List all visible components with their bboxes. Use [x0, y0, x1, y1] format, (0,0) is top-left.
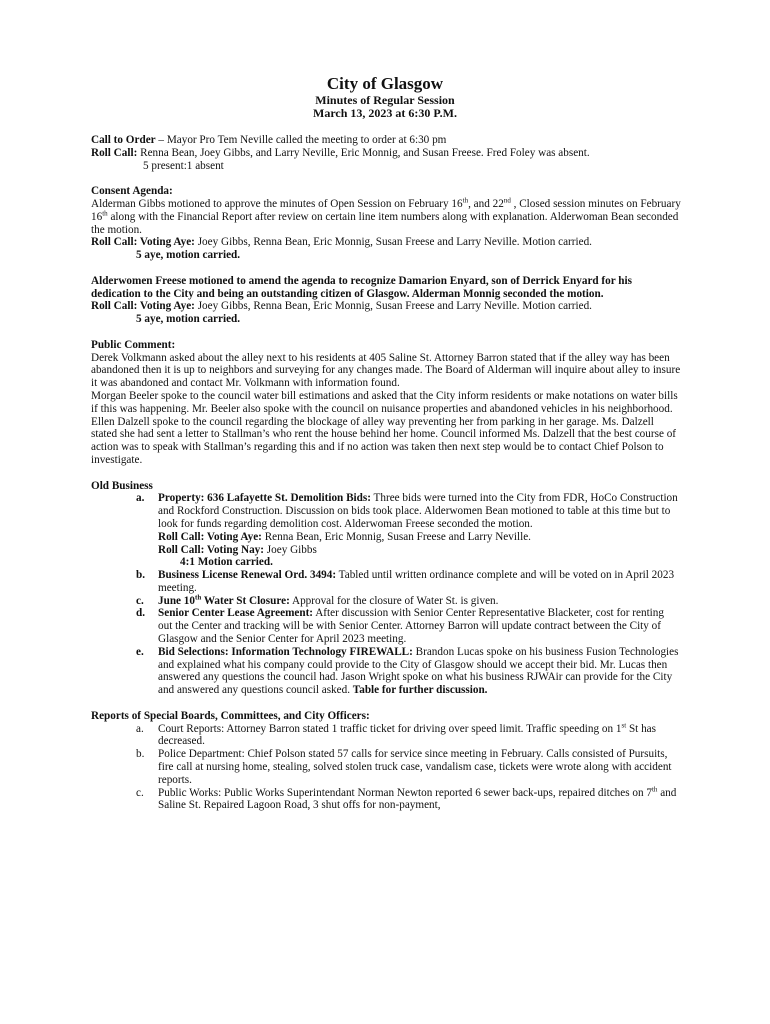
consent-result: 5 aye, motion carried.: [136, 249, 241, 262]
reports-list: [91, 720, 681, 813]
roll-call-tally: 5 present:1 absent: [143, 159, 224, 172]
amend-motion: Alderwomen Freese motioned to amend the agenda to recognize Damarion Enyard, son of Derrick Enyard for his dedication to the City and being an outstanding citizen of Glasgow. Alderman Monnig seconded the motion.: [91, 274, 632, 300]
consent-motion: Alderman Gibbs motioned to approve the minutes of Open Session on February 16th, and 22nd , Closed session minutes on February 16th along with the Financial Report after review on certain line item numbers along with explanation. Alderwoman Bean seconded the motion.: [91, 196, 681, 236]
roll-call-label: Roll Call:: [91, 146, 138, 159]
list-item: d. Senior Center Lease Agreement: After discussion with Senior Center Representative Blacketer, cost for renting out the Center and tracking will be with Senior Center. Attorney Barron will update contract between the City of Glasgow and the Senior Center for April 2023 meeting.: [136, 607, 664, 646]
public-comment-beeler: Morgan Beeler spoke to the council water bill estimations and asked that the City inform residents or make notations on water bills if this was happening. Mr. Beeler also spoke with the council on nuisance properties and abandoned vehicles in his neighborhood.: [91, 389, 678, 415]
old-business-heading: Old Business: [91, 479, 153, 492]
minutes-body: [91, 134, 681, 812]
call-to-order-text: – Mayor Pro Tem Neville called the meeting to order at 6:30 pm: [155, 134, 447, 146]
roll-call-text: Renna Bean, Joey Gibbs, and Larry Neville, Eric Monnig, and Susan Freese. Fred Foley was absent.: [137, 146, 590, 159]
list-item: c. June 10th Water St Closure: Approval for the closure of Water St. is given.: [136, 592, 499, 607]
list-item: b. Business License Renewal Ord. 3494: Tabled until written ordinance complete and will be voted on in April 2023 meeting.: [136, 569, 675, 594]
vote-result: 4:1 Motion carried.: [180, 556, 273, 569]
amend-vote: Roll Call: Voting Aye: Joey Gibbs, Renna Bean, Eric Monnig, Susan Freese and Larry Neville. Motion carried.: [91, 300, 592, 313]
list-item: e. Bid Selections: Information Technology FIREWALL: Brandon Lucas spoke on his business Fusion Technologies and explained what his company could provide to the City of Glasgow should we accept their bid. Mr. Lucas then answered any questions the council had. Jason Wright spoke on what his business RJWAir can provide for the City and answered any questions council asked. Table for further discussion.: [136, 645, 679, 697]
vote-aye: Roll Call: Voting Aye: Renna Bean, Eric Monnig, Susan Freese and Larry Neville.: [158, 530, 531, 543]
public-comment-volkmann: Derek Volkmann asked about the alley next to his residents at 405 Saline St. Attorney Barron stated that if the alley way has been abandoned then it is up to neighbors and surveying for any changes made. The Board of Alderman will inquire about alley to insure it was abandoned and contact Mr. Volkmann with information found.: [91, 351, 681, 390]
document-title: City of Glasgow: [326, 74, 444, 93]
public-comment-heading: Public Comment:: [91, 338, 176, 351]
vote-nay: Roll Call: Voting Nay: Joey Gibbs: [158, 543, 317, 556]
call-to-order: [91, 134, 681, 147]
consent-heading: Consent Agenda:: [91, 185, 173, 198]
old-business-list: [91, 492, 681, 697]
reports-heading: Reports of Special Boards, Committees, and City Officers:: [91, 709, 370, 722]
consent-vote: Roll Call: Voting Aye: Joey Gibbs, Renna Bean, Eric Monnig, Susan Freese and Larry Neville. Motion carried.: [91, 236, 592, 249]
list-item: b. Police Department: Chief Polson stated 57 calls for service since meeting in February. Calls consisted of Pursuits, fire call at nursing home, stealing, solved stolen truck case, vandalism case, tickets were wrote along with accident reports.: [136, 748, 672, 786]
meeting-date: March 13, 2023 at 6:30 P.M.: [313, 106, 457, 120]
list-item: c. Public Works: Public Works Superintendant Norman Newton reported 6 sewer back-ups, repaired ditches on 7th and Saline St. Repaired Lagoon Road, 3 shut offs for non-payment,: [136, 784, 677, 812]
list-item: a. Property: 636 Lafayette St. Demolition Bids: Three bids were turned into the City from FDR, HoCo Construction and Rockford Construction. Discussion on bids took place. Alderwomen Bean motioned to table at this time but to look for funds regarding demolition cost. Alderwoman Freese seconded the motion. Roll Call: Voting Aye: Renna Bean, Eric Monnig, Susan Freese and Larry Neville. Roll Call: Voting Nay: Joey Gibbs 4:1 Motion carried.: [91, 492, 681, 569]
public-comment-dalzell: Ellen Dalzell spoke to the council regarding the blockage of alley way preventing her from parking in her garage. Ms. Dalzell stated she had sent a letter to Stallman’s who rent the house behind her home. Council informed Ms. Dalzell that the best course of action was to speak with Stallman’s regarding this and if no action was taken then next step would be to contact Chief Polson to investigate.: [91, 415, 677, 466]
call-to-order-label: Call to Order: [91, 134, 156, 146]
amend-result: 5 aye, motion carried.: [136, 313, 241, 326]
list-item: a. Court Reports: Attorney Barron stated 1 traffic ticket for driving over speed limit. Traffic speeding on 1st St has decreased.: [136, 720, 656, 748]
session-subtitle: Minutes of Regular Session: [315, 93, 455, 107]
roll-call: [91, 147, 681, 160]
